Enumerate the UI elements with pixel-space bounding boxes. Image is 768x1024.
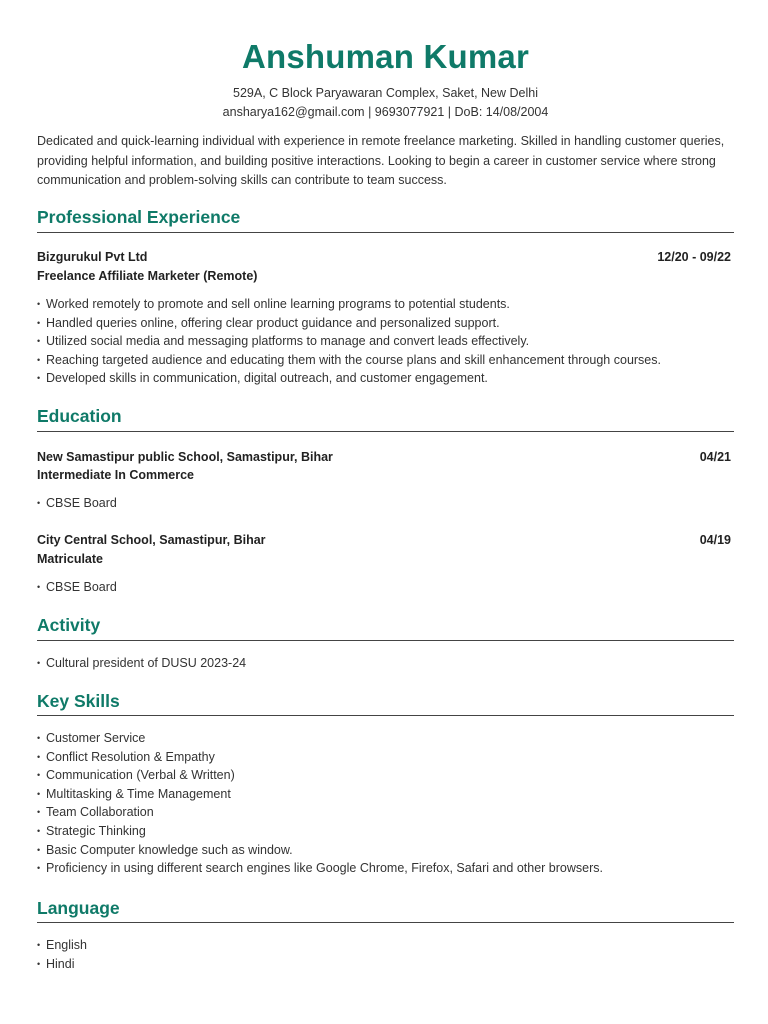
section-divider: [37, 232, 734, 233]
list-item: • Utilized social media and messaging platforms to manage and convert leads effectively.: [37, 332, 661, 351]
school-name: New Samastipur public School, Samastipur, Bihar: [37, 450, 333, 464]
school-name: City Central School, Samastipur, Bihar: [37, 533, 266, 547]
education-bullets: [37, 578, 117, 597]
list-item: • Basic Computer knowledge such as window.: [37, 841, 603, 860]
list-item: • Team Collaboration: [37, 803, 603, 822]
candidate-name: Anshuman Kumar: [241, 38, 529, 75]
company-name: Bizgurukul Pvt Ltd: [37, 250, 148, 264]
language-bullets: [37, 936, 87, 973]
section-title-experience: Professional Experience: [37, 207, 241, 227]
list-item: • Communication (Verbal & Written): [37, 766, 603, 785]
section-title-skills: Key Skills: [37, 691, 120, 711]
degree-name: Intermediate In Commerce: [37, 468, 194, 482]
list-item: • Proficiency in using different search engines like Google Chrome, Firefox, Safari and other browsers.: [37, 859, 603, 878]
section-divider: [37, 715, 734, 716]
experience-bullets: [37, 295, 661, 388]
address-line: 529A, C Block Paryawaran Complex, Saket, New Delhi: [233, 86, 538, 100]
section-title-activity: Activity: [37, 615, 101, 635]
section-divider: [37, 640, 734, 641]
education-date: 04/19: [699, 533, 731, 547]
list-item: • Conflict Resolution & Empathy: [37, 748, 603, 767]
list-item: • Developed skills in communication, digital outreach, and customer engagement.: [37, 369, 661, 388]
section-divider: [37, 922, 734, 923]
section-title-language: Language: [37, 898, 120, 918]
list-item: • Strategic Thinking: [37, 822, 603, 841]
degree-name: Matriculate: [37, 552, 103, 566]
list-item: • CBSE Board: [37, 494, 117, 513]
list-item: • Customer Service: [37, 729, 603, 748]
list-item: • Reaching targeted audience and educating them with the course plans and skill enhancement through courses.: [37, 351, 661, 370]
skills-bullets: [37, 729, 603, 878]
section-title-education: Education: [37, 406, 122, 426]
list-item: • Multitasking & Time Management: [37, 785, 603, 804]
education-date: 04/21: [699, 450, 731, 464]
profile-summary: Dedicated and quick-learning individual with experience in remote freelance marketing. Skilled in handling customer queries, providing helpful information, and building positive interactions. Looking to begin a career in customer service where strong communication and problem-solving skills can contribute to team success.: [37, 134, 725, 187]
activity-bullets: [37, 654, 246, 673]
list-item: • CBSE Board: [37, 578, 117, 597]
section-divider: [37, 431, 734, 432]
list-item: • Hindi: [37, 955, 87, 974]
experience-dates: 12/20 - 09/22: [657, 250, 731, 264]
list-item: • Cultural president of DUSU 2023-24: [37, 654, 246, 673]
list-item: • Worked remotely to promote and sell online learning programs to potential students.: [37, 295, 661, 314]
job-role: Freelance Affiliate Marketer (Remote): [37, 269, 258, 283]
contact-line: ansharya162@gmail.com | 9693077921 | DoB: 14/08/2004: [222, 105, 549, 119]
list-item: • English: [37, 936, 87, 955]
education-bullets: [37, 494, 117, 513]
list-item: • Handled queries online, offering clear product guidance and personalized support.: [37, 314, 661, 333]
